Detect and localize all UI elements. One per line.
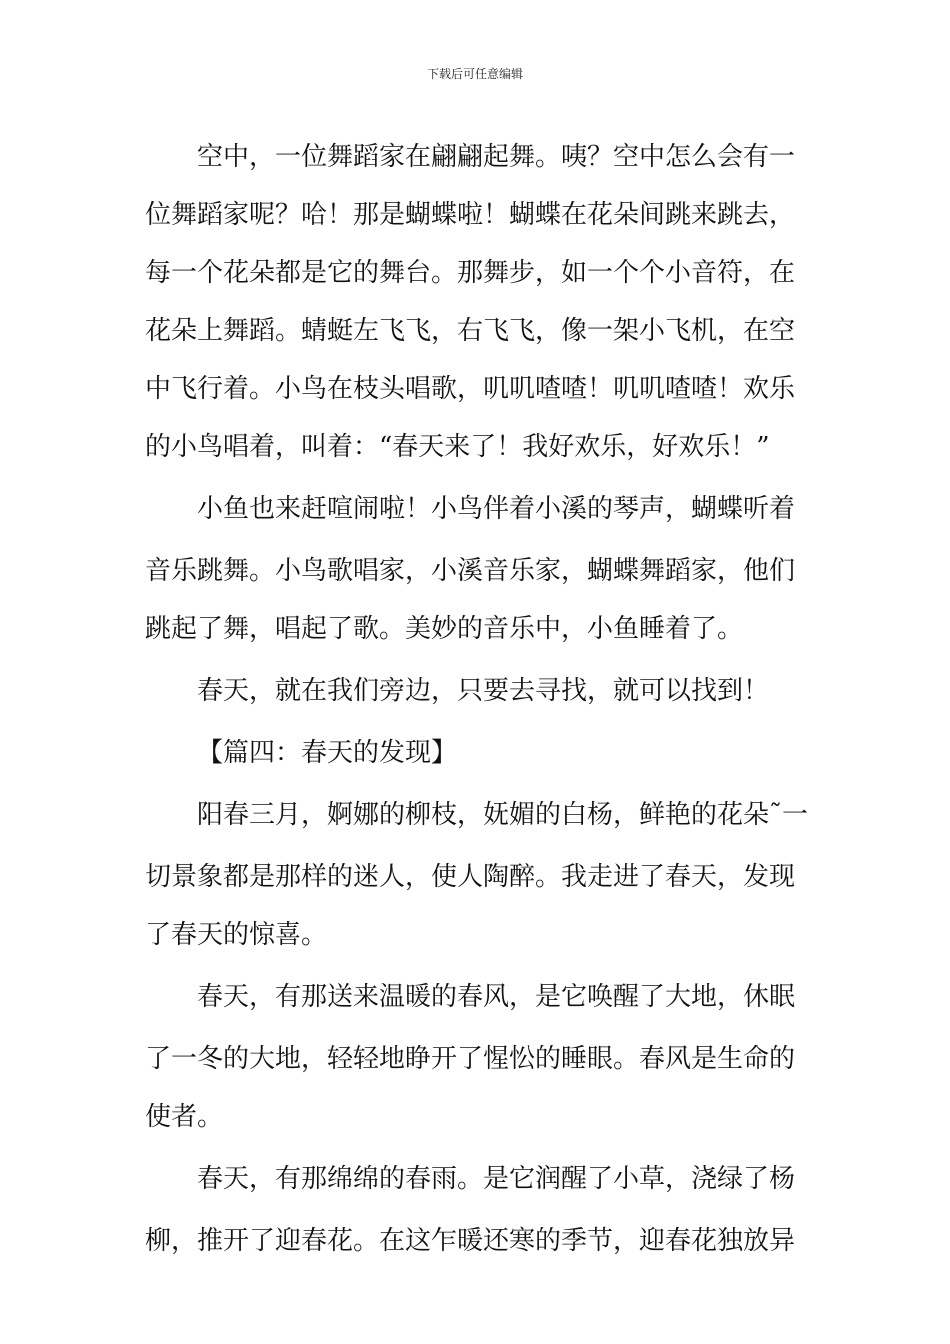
text-line: 阳春三月，婀娜的柳枝，妩媚的白杨，鲜艳的花朵˜一 [197,800,809,830]
text-line: 春天，有那绵绵的春雨。是它润醒了小草，浇绿了杨 [197,1164,796,1194]
text-line: 花朵上舞蹈。蜻蜓左飞飞，右飞飞，像一架小飞机，在空 [145,316,796,346]
text-line: 柳，推开了迎春花。在这乍暖还寒的季节，迎春花独放异 [145,1226,796,1256]
text-line: 空中，一位舞蹈家在翩翩起舞。咦？空中怎么会有一 [197,142,796,172]
text-line: 了一冬的大地，轻轻地睁开了惺忪的睡眼。春风是生命的 [145,1044,796,1074]
text-line: 位舞蹈家呢？哈！那是蝴蝶啦！蝴蝶在花朵间跳来跳去， [145,200,796,230]
text-line: 跳起了舞，唱起了歌。美妙的音乐中，小鱼睡着了。 [145,614,744,644]
text-line: 每一个花朵都是它的舞台。那舞步，如一个个小音符，在 [145,258,796,288]
text-line: 春天，有那送来温暖的春风，是它唤醒了大地，休眠 [197,982,796,1012]
section-heading: 【篇四：春天的发现】 [197,738,458,768]
text-line: 小鱼也来赶喧闹啦！小鸟伴着小溪的琴声，蝴蝶听着 [197,494,796,524]
page-header: 下载后可任意编辑 [426,67,523,81]
text-line: 切景象都是那样的迷人，使人陶醉。我走进了春天，发现 [145,862,796,892]
text-line: 音乐跳舞。小鸟歌唱家，小溪音乐家，蝴蝶舞蹈家，他们 [145,556,796,586]
text-line: 的小鸟唱着，叫着：“春天来了！我好欢乐，好欢乐！” [145,432,770,462]
text-line: 使者。 [145,1102,224,1132]
text-line: 中飞行着。小鸟在枝头唱歌，叽叽喳喳！叽叽喳喳！欢乐 [145,374,796,404]
text-line: 春天，就在我们旁边，只要去寻找，就可以找到！ [197,676,770,706]
document-body [145,128,810,1270]
text-line: 了春天的惊喜。 [145,920,328,950]
